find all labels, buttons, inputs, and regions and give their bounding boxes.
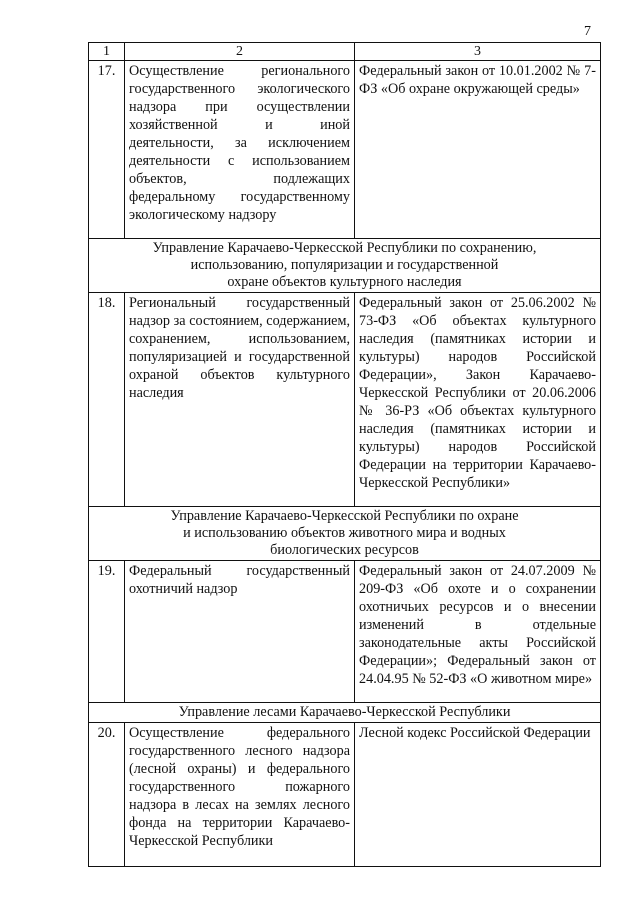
section-heading-line: охране объектов культурного наследия <box>227 274 462 290</box>
legal-basis: Федеральный закон от 10.01.2002 № 7-ФЗ «Об охране окружающей среды» <box>355 61 601 239</box>
section-heading <box>89 703 601 723</box>
supervision-function: Осуществление регионального государственного экологического надзора при осуществлении хозяйственной и иной деятельности, за исключением деятельности с использованием объектов, подлежащих федеральному государственному экологическому надзору <box>125 61 355 239</box>
section-heading <box>89 239 601 293</box>
section-heading-line: и использованию объектов животного мира и водных <box>183 525 506 541</box>
section-heading-line: Управление Карачаево-Черкесской Республики по сохранению, <box>152 240 537 256</box>
section-row <box>89 507 601 561</box>
legal-basis: Федеральный закон от 25.06.2002 № 73-ФЗ «Об объектах культурного наследия (памятниках истории и культуры) народов Российской Федерации», Закон Карачаево-Черкесской Республики от 20.06.2006 № 36-РЗ «Об объектах культурного наследия (памятниках истории и культуры) народов Российской Федерации на территории Карачаево-Черкесской Республики» <box>355 293 601 507</box>
row-number: 20. <box>89 723 125 867</box>
table-header-row <box>89 43 601 61</box>
table-row <box>89 723 601 867</box>
row-number: 17. <box>89 61 125 239</box>
section-heading-line: Управление лесами Карачаево-Черкесской Республики <box>178 704 511 720</box>
supervision-function: Федеральный государственный охотничий надзор <box>125 561 355 703</box>
row-number: 19. <box>89 561 125 703</box>
header-col-2: 2 <box>125 43 355 61</box>
table-row <box>89 293 601 507</box>
legal-basis: Федеральный закон от 24.07.2009 № 209-ФЗ «Об охоте и о сохранении охотничьих ресурсов и о внесении изменений в отдельные законодательные акты Российской Федерации»; Федеральный закон от 24.04.95 № 52-ФЗ «О животном мире» <box>355 561 601 703</box>
page-number: 7 <box>584 24 591 39</box>
section-row <box>89 239 601 293</box>
section-heading-line: использованию, популяризации и государственной <box>190 257 499 273</box>
section-heading-line: биологических ресурсов <box>270 542 419 558</box>
header-col-3: 3 <box>355 43 601 61</box>
row-number: 18. <box>89 293 125 507</box>
section-row <box>89 703 601 723</box>
table-row <box>89 561 601 703</box>
table-row <box>89 61 601 239</box>
header-col-1: 1 <box>89 43 125 61</box>
regulations-table <box>88 42 601 867</box>
section-heading <box>89 507 601 561</box>
supervision-function: Осуществление федерального государственного лесного надзора (лесной охраны) и федерального государственного пожарного надзора в лесах на землях лесного фонда на территории Карачаево-Черкесской Республики <box>125 723 355 867</box>
supervision-function: Региональный государственный надзор за состоянием, содержанием, сохранением, использованием, популяризацией и государственной охраной объектов культурного наследия <box>125 293 355 507</box>
legal-basis: Лесной кодекс Российской Федерации <box>355 723 601 867</box>
section-heading-line: Управление Карачаево-Черкесской Республики по охране <box>170 508 519 524</box>
